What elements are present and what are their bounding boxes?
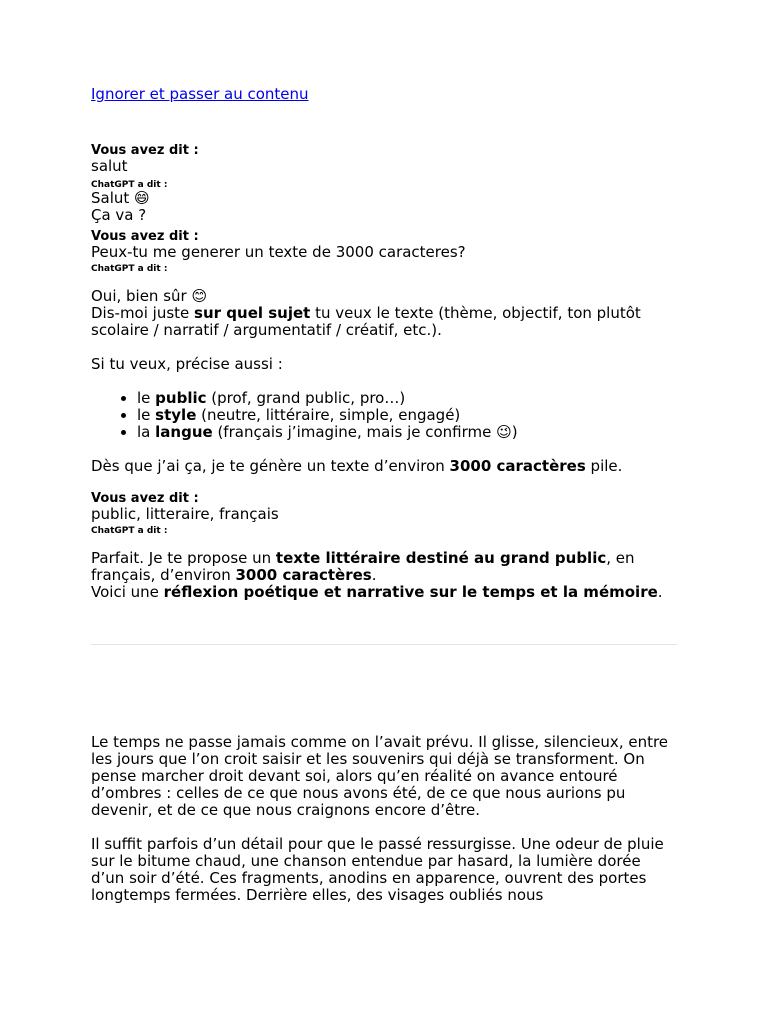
assistant-message: Voici une réflexion poétique et narrative sur le temps et la mémoire.: [91, 583, 663, 601]
conversation: [91, 86, 677, 904]
assistant-label: ChatGPT a dit :: [91, 526, 168, 536]
assistant-message: Ça va ?: [91, 206, 147, 224]
assistant-message: Si tu veux, précise aussi :: [91, 355, 283, 373]
assistant-message: Dis-moi juste sur quel sujet tu veux le texte (thème, objectif, ton plutôt scolaire / narratif / argumentatif / créatif, etc.).: [91, 304, 641, 339]
assistant-label: ChatGPT a dit :: [91, 180, 168, 190]
user-message: Peux-tu me generer un texte de 3000 caracteres?: [91, 243, 466, 261]
skip-to-content-link[interactable]: Ignorer et passer au contenu: [91, 85, 309, 103]
list-item: • le style (neutre, littéraire, simple, engagé): [137, 407, 677, 424]
text-paragraph: Le temps ne passe jamais comme on l’avait prévu. Il glisse, silencieux, entre les jours que l’on croit saisir et les souvenirs qui déjà se transforment. On pense marcher droit devant soi, alors qu’en réalité on avance entouré d’ombres : celles de ce que nous avons été, de ce que nous aurions pu devenir, et de ce que nous craignons encore d’être.: [91, 733, 669, 819]
list-item: • la langue (français j’imagine, mais je confirme 😉): [137, 424, 677, 441]
user-message: public, litteraire, français: [91, 505, 279, 523]
user-label: Vous avez dit :: [91, 229, 199, 244]
assistant-label: ChatGPT a dit :: [91, 264, 168, 274]
assistant-message: Dès que j’ai ça, je te génère un texte d’environ 3000 caractères pile.: [91, 457, 623, 475]
user-message: salut: [91, 157, 128, 175]
assistant-message: Parfait. Je te propose un texte littéraire destiné au grand public, en français, d’environ 3000 caractères.: [91, 549, 635, 584]
bullet-list: [91, 390, 677, 441]
assistant-message: Salut 😄: [91, 189, 150, 207]
user-label: Vous avez dit :: [91, 491, 199, 506]
text-paragraph: Il suffit parfois d’un détail pour que le passé ressurgisse. Une odeur de pluie sur le bitume chaud, une chanson entendue par hasard, la lumière dorée d’un soir d’été. Ces fragments, anodins en apparence, ouvrent des portes longtemps fermées. Derrière elles, des visages oubliés nous: [91, 835, 664, 904]
assistant-message: Oui, bien sûr 😊: [91, 287, 208, 305]
list-item: • le public (prof, grand public, pro…): [137, 390, 677, 407]
user-label: Vous avez dit :: [91, 143, 199, 158]
